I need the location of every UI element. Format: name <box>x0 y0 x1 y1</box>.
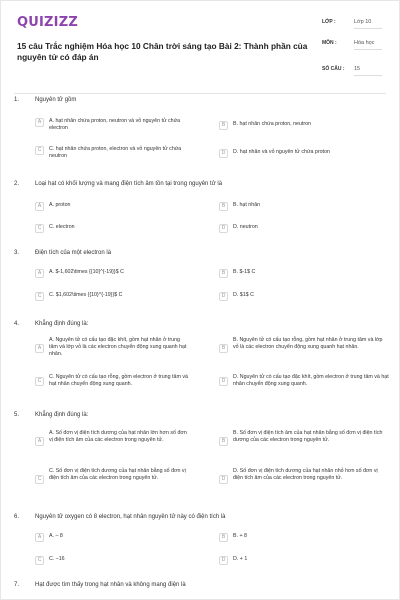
option-b[interactable] <box>219 430 389 446</box>
meta-subject-label: MÔN : <box>322 40 337 46</box>
option-text: C. Nguyên tử có cấu tạo rỗng, gồm electron ở trung tâm và hạt nhân chuyển động xung quanh. <box>49 374 188 388</box>
option-letter: B <box>219 121 228 130</box>
meta-count-label: SỐ CÂU : <box>322 66 345 72</box>
question-text: Nguyên tử gồm <box>35 97 77 103</box>
option-text: B. Số đơn vị điện tích âm của hạt nhân bằng số đơn vị điện tích dương của các electron trong nguyên tử. <box>233 430 383 444</box>
option-text: B. $-1$ C <box>233 269 256 275</box>
option-letter: C <box>35 475 44 484</box>
question-number: 2. <box>14 181 20 187</box>
question-text: Điện tích của một electron là <box>35 250 112 256</box>
option-letter: A <box>35 533 44 542</box>
option-letter: A <box>35 202 44 211</box>
meta-count <box>322 66 382 76</box>
option-text: A. hạt nhân chứa proton, neutron và vỏ nguyên tử chứa electron <box>49 118 181 132</box>
option-c[interactable] <box>35 292 190 301</box>
option-letter: C <box>35 224 44 233</box>
option-text: C. –16 <box>49 556 65 562</box>
option-text: D. + 1 <box>233 556 248 562</box>
option-c[interactable] <box>35 556 190 565</box>
option-letter: D <box>219 149 228 158</box>
question-text: Khẳng định đúng là: <box>35 321 89 327</box>
option-letter: B <box>219 533 228 542</box>
option-letter: C <box>35 146 44 155</box>
option-text: A. $-1,602\times {{10}^{-19}}$ C <box>49 269 124 275</box>
option-text: C. Số đơn vị điện tích dương của hạt nhân bằng số đơn vị điện tích âm của các electron trong nguyên tử. <box>49 468 186 482</box>
option-d[interactable] <box>219 292 389 301</box>
option-d[interactable] <box>219 468 389 484</box>
option-letter: D <box>219 377 228 386</box>
meta-class-label: LỚP : <box>322 19 336 25</box>
option-text: A. Nguyên tử có cấu tạo đặc khít, gồm hạt nhân ở trung tâm và lớp vỏ là các electron chuyển động xung quanh hạt nhân. <box>49 337 187 358</box>
option-text: B. + 8 <box>233 533 247 539</box>
option-text: D. neutron <box>233 224 258 230</box>
option-b[interactable] <box>219 337 389 353</box>
option-letter: B <box>219 269 228 278</box>
option-text: A. proton <box>49 202 71 208</box>
question-text: Khẳng định đúng là: <box>35 412 89 418</box>
meta-count-value: 15 <box>354 66 382 76</box>
option-b[interactable] <box>219 202 389 211</box>
question-number: 6. <box>14 514 20 520</box>
option-letter: B <box>219 437 228 446</box>
question-number: 7. <box>14 582 20 588</box>
option-d[interactable] <box>219 224 389 233</box>
option-c[interactable] <box>35 224 190 233</box>
question-text: Hạt được tìm thấy trong hạt nhân và không mang điện là <box>35 582 186 588</box>
option-d[interactable] <box>219 374 389 388</box>
option-b[interactable] <box>219 533 389 542</box>
meta-class <box>322 19 382 29</box>
option-text: D. Số đơn vị điện tích dương của hạt nhân nhỏ hơn số đơn vị điện tích âm của các electron trong nguyên tử. <box>233 468 378 482</box>
option-text: A. Số đơn vị điện tích dương của hạt nhân lớn hơn số đơn vị điện tích âm của các electron trong nguyên tử. <box>49 430 187 444</box>
meta-subject <box>322 40 382 50</box>
option-text: D. hạt nhân và vỏ nguyên tử chứa proton <box>233 149 330 155</box>
option-a[interactable] <box>35 533 190 542</box>
question-text: Loại hạt có khối lượng và mang điện tích âm tồn tại trong nguyên tử là <box>35 181 223 187</box>
question-text: Nguyên tử oxygen có 8 electron, hạt nhân nguyên tử này có điện tích là <box>35 514 226 520</box>
option-letter: B <box>219 344 228 353</box>
option-text: B. Nguyên tử có cấu tạo rỗng, gồm hạt nhân ở trung tâm và lớp vỏ là các electron chuyển động xung quanh hạt nhân. <box>233 337 383 351</box>
option-d[interactable] <box>219 556 389 565</box>
option-letter: C <box>35 377 44 386</box>
meta-subject-value: Hóa học <box>354 40 382 50</box>
worksheet-header <box>14 13 386 83</box>
option-letter: D <box>219 292 228 301</box>
quizizz-logo: QUIZIZZ <box>17 15 78 30</box>
option-text: C. $1,602\times {{10}^{-19}}$ C <box>49 292 123 298</box>
question-number: 5. <box>14 412 20 418</box>
option-text: D. Nguyên tử có cấu tạo đặc khít, gồm electron ở trung tâm và hạt nhân chuyển động xung quanh. <box>233 374 389 388</box>
meta-class-value: Lớp 10 <box>354 19 382 29</box>
option-letter: B <box>219 202 228 211</box>
option-text: A. – 8 <box>49 533 63 539</box>
option-a[interactable] <box>35 202 190 211</box>
option-text: B. hạt nhân <box>233 202 261 208</box>
option-b[interactable] <box>219 269 389 278</box>
option-c[interactable] <box>35 146 190 160</box>
question-number: 4. <box>14 321 20 327</box>
option-text: B. hạt nhân chứa proton, neutron <box>233 121 312 127</box>
question-number: 3. <box>14 250 20 256</box>
option-a[interactable] <box>35 337 190 359</box>
option-text: D. $1$ C <box>233 292 254 298</box>
option-text: C. hạt nhân chứa proton, electron và vỏ nguyên tử chứa neutron <box>49 146 182 160</box>
option-letter: D <box>219 556 228 565</box>
option-letter: A <box>35 344 44 353</box>
option-letter: C <box>35 556 44 565</box>
option-c[interactable] <box>35 468 190 484</box>
option-a[interactable] <box>35 430 190 446</box>
option-letter: A <box>35 269 44 278</box>
option-a[interactable] <box>35 118 190 132</box>
option-letter: D <box>219 224 228 233</box>
option-text: C. electron <box>49 224 75 230</box>
option-letter: A <box>35 118 44 127</box>
option-letter: C <box>35 292 44 301</box>
option-letter: D <box>219 475 228 484</box>
option-letter: A <box>35 437 44 446</box>
option-d[interactable] <box>219 149 389 158</box>
page-title: 15 câu Trắc nghiệm Hóa học 10 Chân trời sáng tạo Bài 2: Thành phần của nguyên tử có đáp án <box>17 41 308 62</box>
header-divider <box>14 93 386 94</box>
option-a[interactable] <box>35 269 190 278</box>
question-number: 1. <box>14 97 20 103</box>
option-b[interactable] <box>219 121 389 130</box>
option-c[interactable] <box>35 374 190 388</box>
